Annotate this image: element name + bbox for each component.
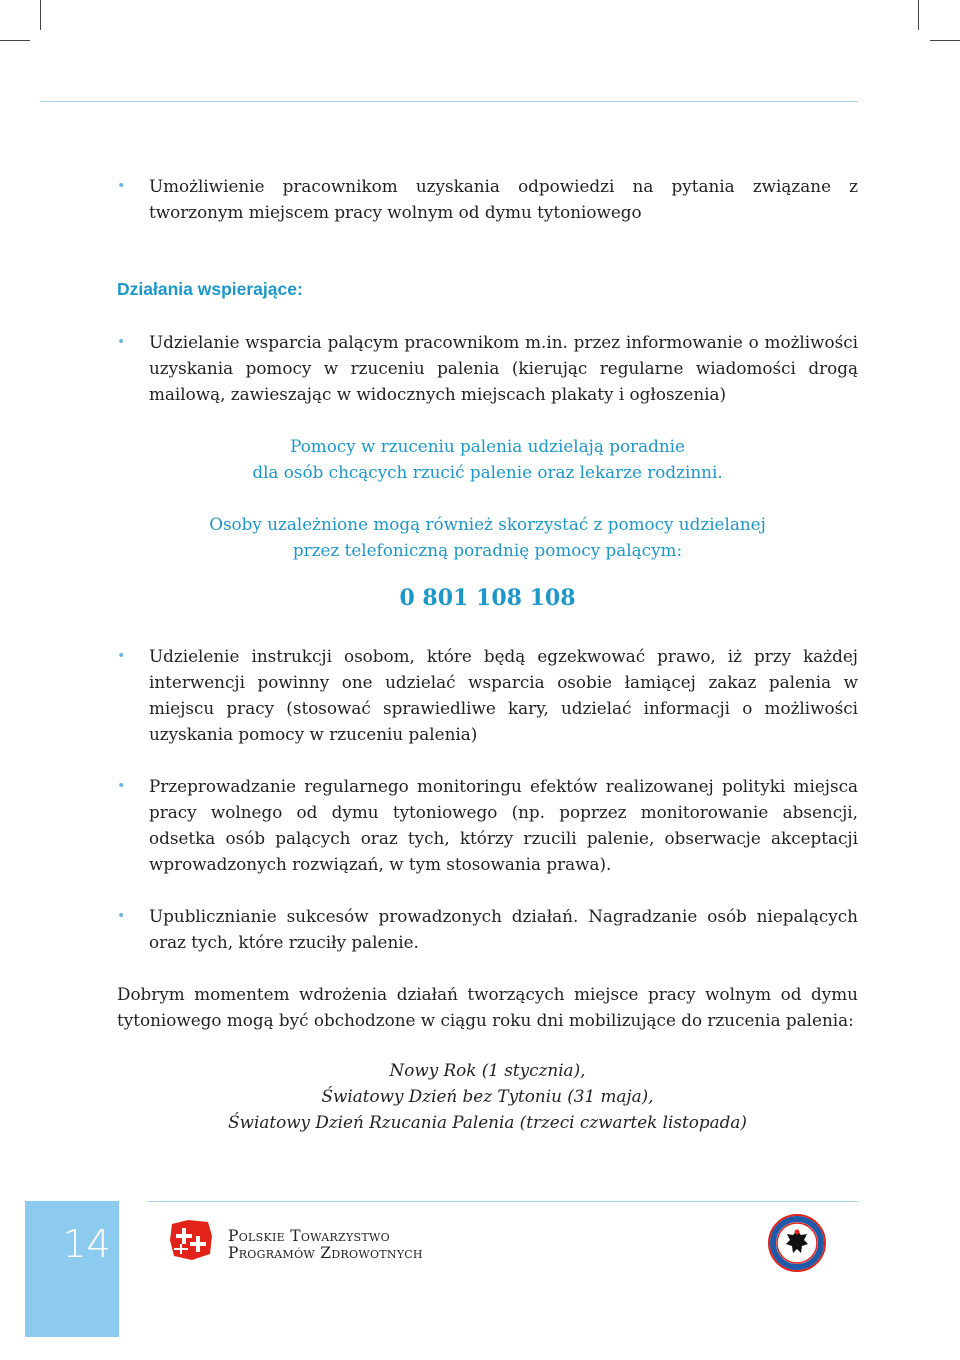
org-line: Programów Zdrowotnych <box>228 1244 423 1262</box>
bullet-icon: • <box>117 778 126 794</box>
highlight-line: przez telefoniczną poradnię pomocy palącym: <box>292 540 683 560</box>
list-item-text: Udzielanie wsparcia palącym pracownikom m.in. przez informowanie o możliwości uzyskania pomocy w rzuceniu palenia (kierując regularne wiadomości drogą mailową, zawieszając w widocznych miejscach plakaty i ogłoszenia) <box>149 332 858 404</box>
list-item <box>117 329 858 407</box>
organization-name <box>228 1228 423 1262</box>
closing-paragraph <box>117 981 858 1033</box>
date-line: Światowy Dzień Rzucania Palenia (trzeci czwartek listopada) <box>228 1112 747 1132</box>
dates-list <box>117 1057 858 1135</box>
date-line: Światowy Dzień bez Tytoniu (31 maja), <box>321 1086 654 1106</box>
highlight-line: Osoby uzależnione mogą również skorzystać z pomocy udzielanej <box>209 514 766 534</box>
list-item <box>117 903 858 955</box>
highlight-line: Pomocy w rzuceniu palenia udzielają poradnie <box>290 436 685 456</box>
crop-mark <box>0 40 30 41</box>
ptpz-logo-icon <box>168 1218 214 1262</box>
list-item-text: Umożliwienie pracownikom uzyskania odpowiedzi na pytania związane z tworzonym miejscem pracy wolnym od dymu tytoniowego <box>149 176 858 222</box>
list-item <box>117 173 858 225</box>
highlight-line: dla osób chcących rzucić palenie oraz lekarze rodzinni. <box>252 462 723 482</box>
hotline-number: 0 801 108 108 <box>399 585 576 611</box>
footer-rule <box>148 1201 858 1202</box>
bullet-icon: • <box>117 908 126 924</box>
bullet-icon: • <box>117 334 126 350</box>
list-item-text: Przeprowadzanie regularnego monitoringu efektów realizowanej polityki miejsca pracy wolnego od dymu tytoniowego (np. poprzez monitorowanie absencji, odsetka osób palących oraz tych, którzy rzucili palenie, obserwacje akceptacji wprowadzonych rozwiązań, w tym stosowania prawa). <box>149 776 858 874</box>
list-item-text: Upublicznianie sukcesów prowadzonych działań. Nagradzanie osób niepalących oraz tych, które rzuciły palenie. <box>149 906 858 952</box>
bullet-icon: • <box>117 648 126 664</box>
sanitary-inspection-seal-icon <box>767 1213 827 1273</box>
hotline-note <box>117 511 858 563</box>
crop-mark <box>40 0 41 30</box>
date-line: Nowy Rok (1 stycznia), <box>389 1060 586 1080</box>
list-item <box>117 643 858 747</box>
list-item-text: Udzielenie instrukcji osobom, które będą egzekwować prawo, iż przy każdej interwencji powinny one udzielać wsparcia osobie łamiącej zakaz palenia w miejscu pracy (stosować sprawiedliwe kary, udzielać informacji o możliwości uzyskania pomocy w rzuceniu palenia) <box>149 646 858 744</box>
highlight-note <box>117 433 858 485</box>
header-rule <box>40 101 858 102</box>
list-item <box>117 773 858 877</box>
bullet-icon: • <box>117 178 126 194</box>
page-number: 14 <box>62 1222 111 1266</box>
section-heading: Działania wspierające: <box>117 279 303 299</box>
crop-mark <box>918 0 919 30</box>
crop-mark <box>930 40 960 41</box>
org-line: Polskie Towarzystwo <box>228 1227 390 1245</box>
paragraph-text: Dobrym momentem wdrożenia działań tworzących miejsce pracy wolnym od dymu tytoniowego mogą być obchodzone w ciągu roku dni mobilizujące do rzucenia palenia: <box>117 984 858 1030</box>
